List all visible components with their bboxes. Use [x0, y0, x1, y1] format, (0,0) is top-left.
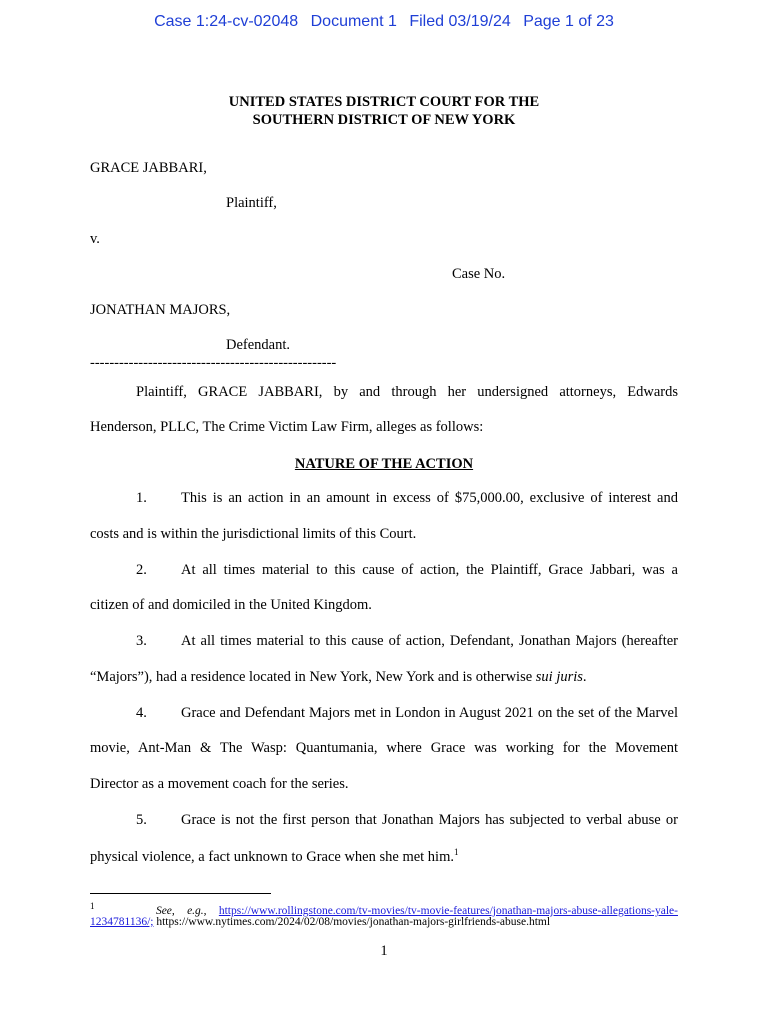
ecf-header: [0, 13, 768, 31]
intro-line-2: Henderson, PLLC, The Crime Victim Law Firm, alleges as follows:: [90, 419, 484, 435]
caption-separator: ---------------------------------------------------: [90, 355, 337, 371]
paragraph-5-text: physical violence, a fact unknown to Grace when she met him.: [90, 848, 454, 865]
paragraph-number: 2.: [136, 562, 147, 578]
paragraph-5-line-1: Grace is not the first person that Jonathan Majors has subjected to verbal abuse or: [181, 812, 678, 828]
paragraph-1-line-2: costs and is within the jurisdictional limits of this Court.: [90, 526, 417, 542]
court-title-line2: SOUTHERN DISTRICT OF NEW YORK: [252, 112, 516, 128]
paragraph-number: 4.: [136, 705, 147, 721]
plaintiff-name: GRACE JABBARI,: [90, 160, 207, 176]
case-no-label: Case No.: [452, 266, 506, 282]
footnote-divider: [90, 893, 271, 894]
paragraph-2-line-2: citizen of and domiciled in the United Kingdom.: [90, 597, 372, 613]
defendant-role: Defendant.: [226, 337, 291, 353]
court-title-line1: UNITED STATES DISTRICT COURT FOR THE: [228, 94, 540, 110]
paragraph-3-period: .: [582, 669, 587, 685]
nytimes-url: https://www.nytimes.com/2024/02/08/movies/jonathan-majors-girlfriends-abuse.html: [156, 916, 551, 928]
footnote-line-1: [90, 901, 678, 917]
section-heading: NATURE OF THE ACTION: [294, 456, 474, 472]
case-number: Case 1:24-cv-02048: [154, 13, 299, 30]
document-number: Document 1: [310, 13, 397, 30]
paragraph-2-line-1: At all times material to this cause of action, the Plaintiff, Grace Jabbari, was a: [181, 562, 678, 578]
rollingstone-link[interactable]: https://www.rollingstone.com/tv-movies/tv-movie-features/jonathan-majors-abuse-allegations-yale-: [218, 904, 678, 917]
paragraph-3-text: “Majors”), had a residence located in New York, New York and is otherwise: [90, 669, 536, 685]
footnote-reference[interactable]: 1: [454, 847, 459, 857]
defendant-name: JONATHAN MAJORS,: [90, 302, 231, 318]
paragraph-3-line-1: At all times material to this cause of action, Defendant, Jonathan Majors (hereafter: [181, 633, 678, 649]
plaintiff-role: Plaintiff,: [226, 195, 277, 211]
paragraph-5-line-2: [90, 847, 678, 866]
paragraph-4-line-2: movie, Ant-Man & The Wasp: Quantumania, where Grace was working for the Movement: [90, 740, 678, 756]
footnote-marker: 1: [90, 901, 95, 911]
versus: v.: [90, 231, 100, 247]
paragraph-4-line-1: Grace and Defendant Majors met in London in August 2021 on the set of the Marvel: [181, 705, 678, 721]
paragraph-number: 3.: [136, 633, 147, 649]
paragraph-number: 5.: [136, 812, 147, 828]
paragraph-1-line-1: This is an action in an amount in excess of $75,000.00, exclusive of interest and: [181, 490, 678, 506]
rollingstone-link-cont[interactable]: 1234781136/;: [90, 916, 154, 928]
sui-juris-term: sui juris: [535, 669, 583, 685]
paragraph-3-line-2: [90, 669, 678, 686]
filed-date: Filed 03/19/24: [409, 13, 511, 30]
page-number: 1: [380, 943, 388, 959]
intro-line-1: Plaintiff, GRACE JABBARI, by and through her undersigned attorneys, Edwards: [136, 384, 678, 400]
footnote-line-2: [90, 916, 678, 928]
paragraph-4-line-3: Director as a movement coach for the series.: [90, 776, 349, 792]
paragraph-number: 1.: [136, 490, 147, 506]
footnote-signal: See, e.g.,: [155, 904, 207, 917]
page-indicator: Page 1 of 23: [523, 13, 614, 30]
